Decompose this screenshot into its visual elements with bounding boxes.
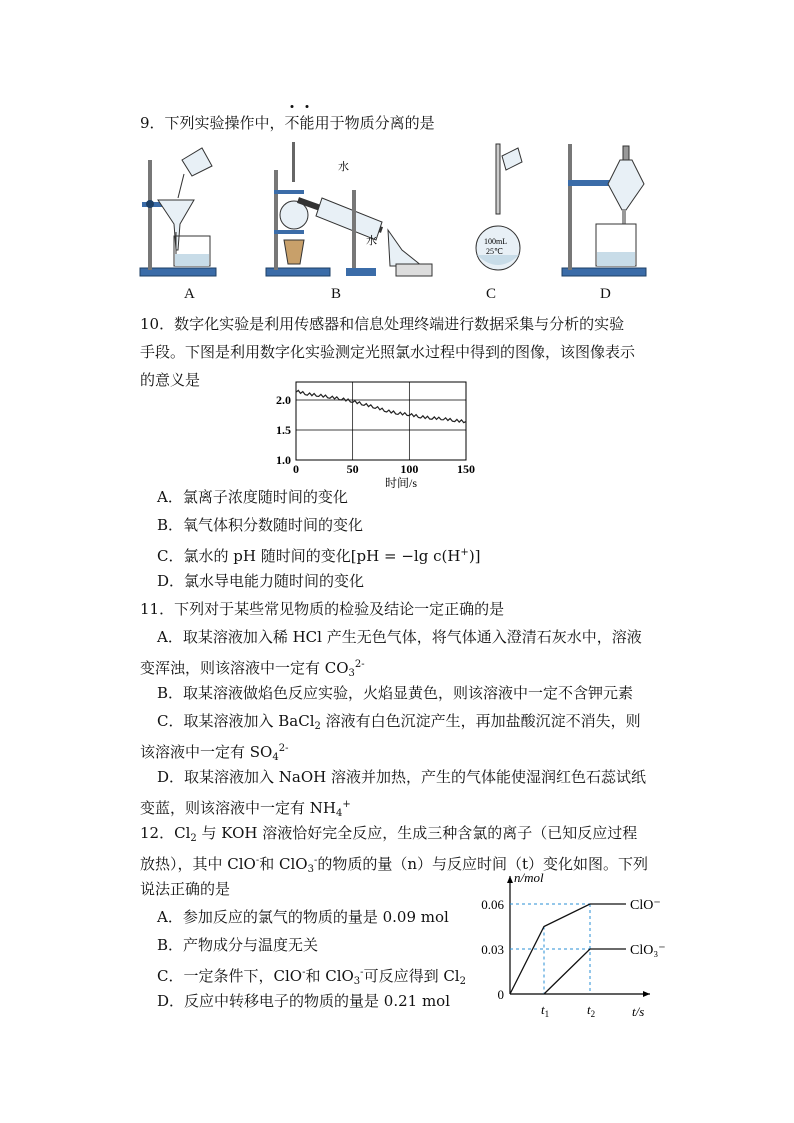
chart2-y-tick: 0.06 xyxy=(481,897,504,912)
chart2-y-tick: 0.03 xyxy=(481,942,504,957)
q12-stem-line2: 放热），其中 ClO-和 ClO$_3$-的物质的量（n）与反应时间（t）变化如图。下列 xyxy=(140,855,649,875)
chart1-x-tick: 150 xyxy=(457,462,475,476)
q11-option-c-line1: C．取某溶液加入 BaCl$_2$ 溶液有白色沉淀产生，再加盐酸沉淀不消失，则 xyxy=(157,712,641,732)
q11-option-a-line1: A．取某溶液加入稀 HCl 产生无色气体，将气体通入澄清石灰水中，溶液 xyxy=(157,628,642,646)
q9-label-b: B xyxy=(331,286,342,302)
q10-option-c: C．氯水的 pH 随时间的变化[pH = −lg c(H+)] xyxy=(157,547,481,565)
q10-stem-line3: 的意义是 xyxy=(140,371,201,389)
q9-stem-emph: 不能 xyxy=(285,114,315,132)
chart2-series-label-0: ClO⁻ xyxy=(630,898,661,913)
flask-volume-label: 100mL xyxy=(484,237,508,246)
chart2-x-tick-t2: $t_2$ xyxy=(587,1002,596,1018)
chart1-x-label: 时间/s xyxy=(384,476,418,490)
q11-option-a-line2: 变浑浊，则该溶液中一定有 $CO_3^{2-}$ xyxy=(140,659,365,679)
q9-label-c: C xyxy=(486,286,497,302)
q12-stem-line1: 12．$Cl_2$ 与 KOH 溶液恰好完全反应，生成三种含氯的离子（已知反应过程 xyxy=(140,824,638,844)
flask-temp-label: 25℃ xyxy=(486,247,503,256)
q12-stem-line3: 说法正确的是 xyxy=(140,880,231,898)
q12-option-b: B．产物成分与温度无关 xyxy=(157,936,319,954)
chart1-frame xyxy=(296,382,466,460)
q12-option-d: D．反应中转移电子的物质的量是 0.21 mol xyxy=(157,992,451,1010)
chart1-y-tick: 1.0 xyxy=(276,453,291,467)
chart1-y-tick: 1.5 xyxy=(276,423,291,437)
q12-option-c: C．一定条件下，ClO-和 ClO$_3$-可反应得到 $Cl_2$ xyxy=(157,967,466,987)
q10-option-a: A．氯离子浓度随时间的变化 xyxy=(157,488,348,506)
q11-option-d-line1: D．取某溶液加入 NaOH 溶液并加热，产生的气体能使湿润红色石蕊试纸 xyxy=(157,768,647,786)
q9-stem-post: 用于物质分离的是 xyxy=(314,114,435,132)
chart2-x-arrow xyxy=(643,991,650,997)
chart1-x-tick: 100 xyxy=(400,462,419,476)
apparatus-b-distillation xyxy=(262,140,442,280)
chart2-x-tick-t1: $t_1$ xyxy=(541,1002,550,1018)
chart2-y-arrow xyxy=(507,876,513,883)
chart1-x-tick: 50 xyxy=(346,462,359,476)
q11-option-b: B．取某溶液做焰色反应实验，火焰显黄色，则该溶液中一定不含钾元素 xyxy=(157,684,634,702)
q10-option-d: D．氯水导电能力随时间的变化 xyxy=(157,572,365,590)
q11-stem: 11．下列对于某些常见物质的检验及结论一定正确的是 xyxy=(140,600,505,618)
q12-option-a: A．参加反应的氯气的物质的量是 0.09 mol xyxy=(157,908,449,926)
chart1-y-tick: 2.0 xyxy=(276,393,291,407)
q9-stem-pre: 9．下列实验操作中， xyxy=(140,114,285,132)
q10-stem-line2: 手段。下图是利用数字化实验测定光照氯水过程中得到的图像，该图像表示 xyxy=(140,343,636,361)
water-out-label: 水 xyxy=(338,161,349,173)
apparatus-d-separatory-funnel xyxy=(560,140,650,280)
q9-label-a: A xyxy=(184,286,195,302)
apparatus-a-filtration xyxy=(138,140,218,280)
apparatus-c-volumetric-flask xyxy=(470,140,540,280)
water-in-label: 水 xyxy=(366,235,377,247)
q10-stem-line1: 10．数字化实验是利用传感器和信息处理终端进行数据采集与分析的实验 xyxy=(140,315,625,333)
chart2-x-label: t/s xyxy=(632,1004,645,1018)
q11-option-d-line2: 变蓝，则该溶液中一定有 $NH_4^+$ xyxy=(140,799,351,819)
chart2-series-1 xyxy=(544,949,626,994)
chart2-y-label: n/mol xyxy=(514,870,544,885)
q9-label-d: D xyxy=(600,286,611,302)
chart1-x-tick: 0 xyxy=(293,462,299,476)
chart1-series-line xyxy=(296,390,466,422)
q10-chart xyxy=(262,372,492,497)
chart2-series-label-1: ClO₃⁻ xyxy=(630,943,666,958)
q9-stem xyxy=(140,112,435,134)
q12-chart xyxy=(478,868,668,1018)
q11-option-c-line2: 该溶液中一定有 $SO_4^{2-}$ xyxy=(140,743,289,763)
q10-option-b: B．氧气体积分数随时间的变化 xyxy=(157,516,364,534)
chart2-y-tick: 0 xyxy=(497,987,504,1002)
